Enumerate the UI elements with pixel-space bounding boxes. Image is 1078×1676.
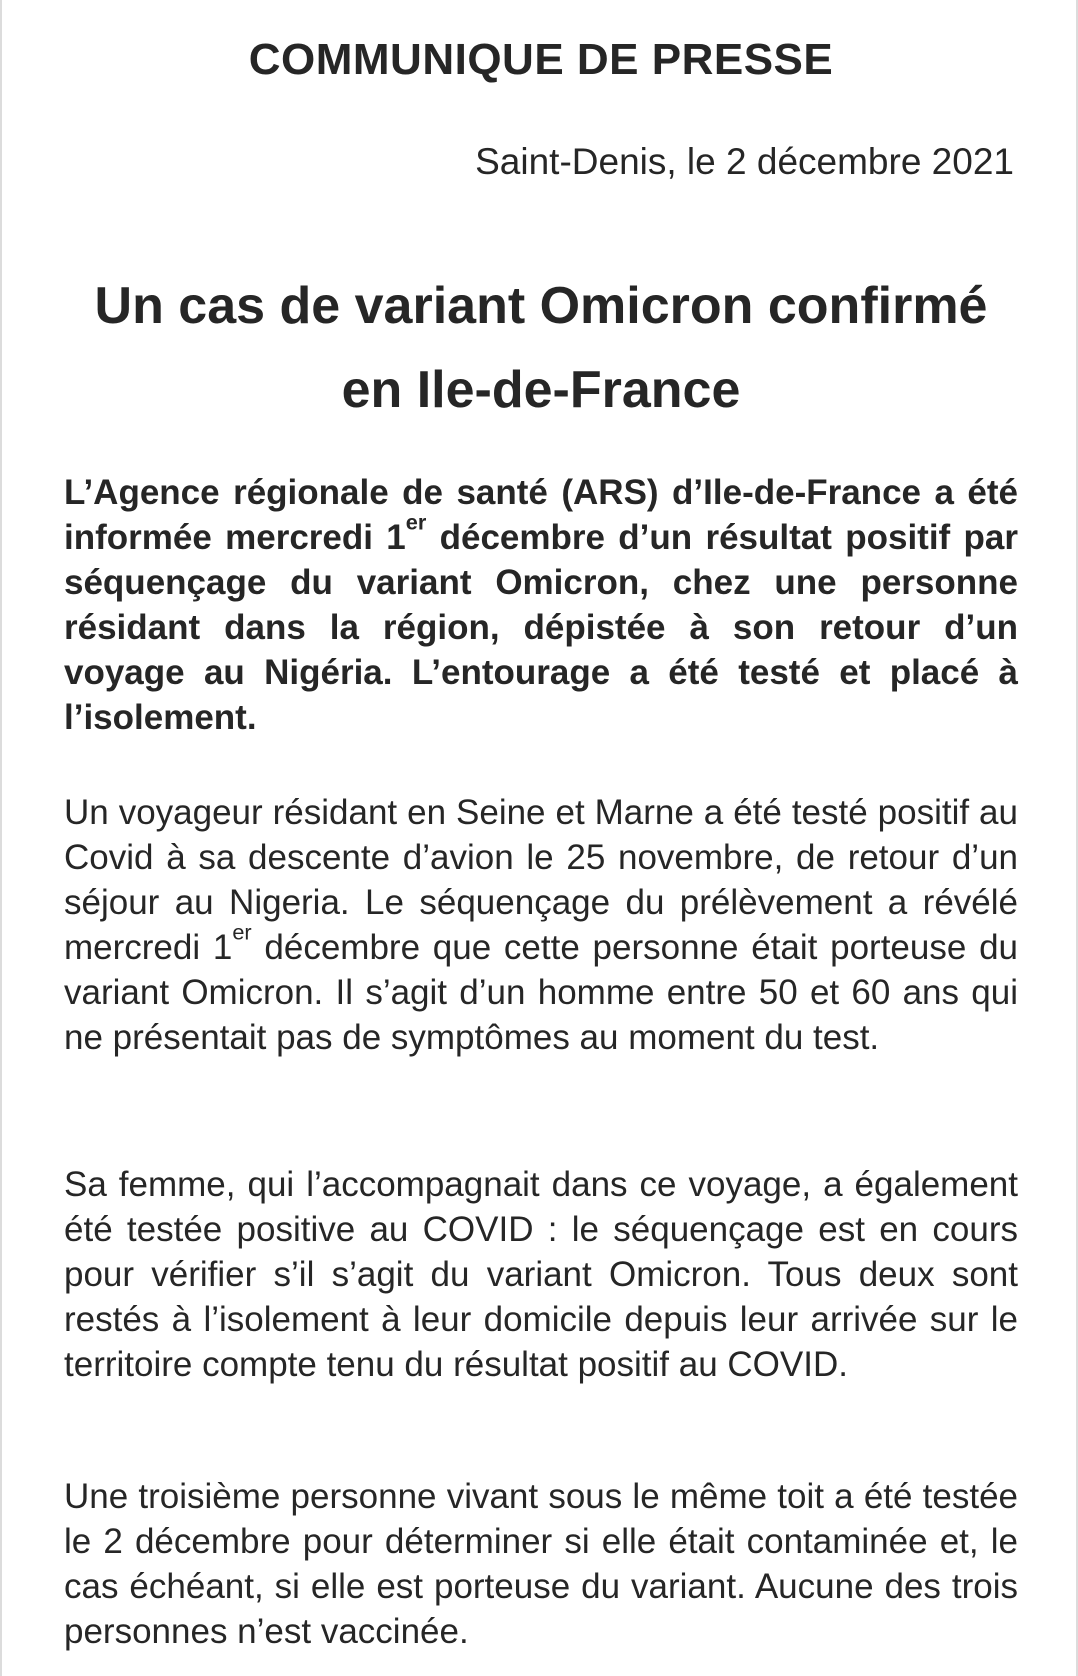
headline-line-1: Un cas de variant Omicron confirmé (94, 277, 988, 335)
traveler-text-start: Un voyageur résidant en Seine et Marne a été testé positif au Covid à sa descente d’avion le 25 novembre, de retour d’un séjour au Nigeria. Le séquençage du prélèvement a révélé mercredi 1 (64, 793, 1018, 967)
body-paragraph-third-person: Une troisième personne vivant sous le même toit a été testée le 2 décembre pour déterminer si elle était contaminée et, le cas échéant, si elle est porteuse du variant. Aucune des trois personnes n’est vaccinée. (64, 1477, 1018, 1651)
lead-text-end: décembre d’un résultat positif par séquençage du variant Omicron, chez une personne résidant dans la région, dépistée à son retour d’un voyage au Nigéria. L’entourage a été testé et placé à l’isolement. (64, 518, 1018, 737)
body-paragraph-spouse: Sa femme, qui l’accompagnait dans ce voyage, a également été testée positive au COVID : le séquençage est en cours pour vérifier s’il s’agit du variant Omicron. Tous deux sont restés à l’isolement à leur domicile depuis leur arrivée sur le territoire compte tenu du résultat positif au COVID. (64, 1165, 1018, 1384)
ordinal-superscript: er (405, 509, 427, 535)
dateline: Saint-Denis, le 2 décembre 2021 (475, 141, 1014, 182)
headline (64, 264, 1018, 432)
document-header: COMMUNIQUE DE PRESSE (248, 35, 834, 84)
ordinal-superscript: er (232, 919, 252, 945)
body-paragraph-traveler (64, 790, 1018, 1060)
traveler-text-end: décembre que cette personne était porteuse du variant Omicron. Il s’agit d’un homme entre 50 et 60 ans qui ne présentait pas de symptômes au moment du test. (64, 928, 1018, 1057)
lead-paragraph (64, 470, 1018, 740)
lead-text-start: L’Agence régionale de santé (ARS) d’Ile-de-France a été informée mercredi 1 (64, 473, 1018, 557)
headline-line-2: en Ile-de-France (341, 361, 741, 419)
